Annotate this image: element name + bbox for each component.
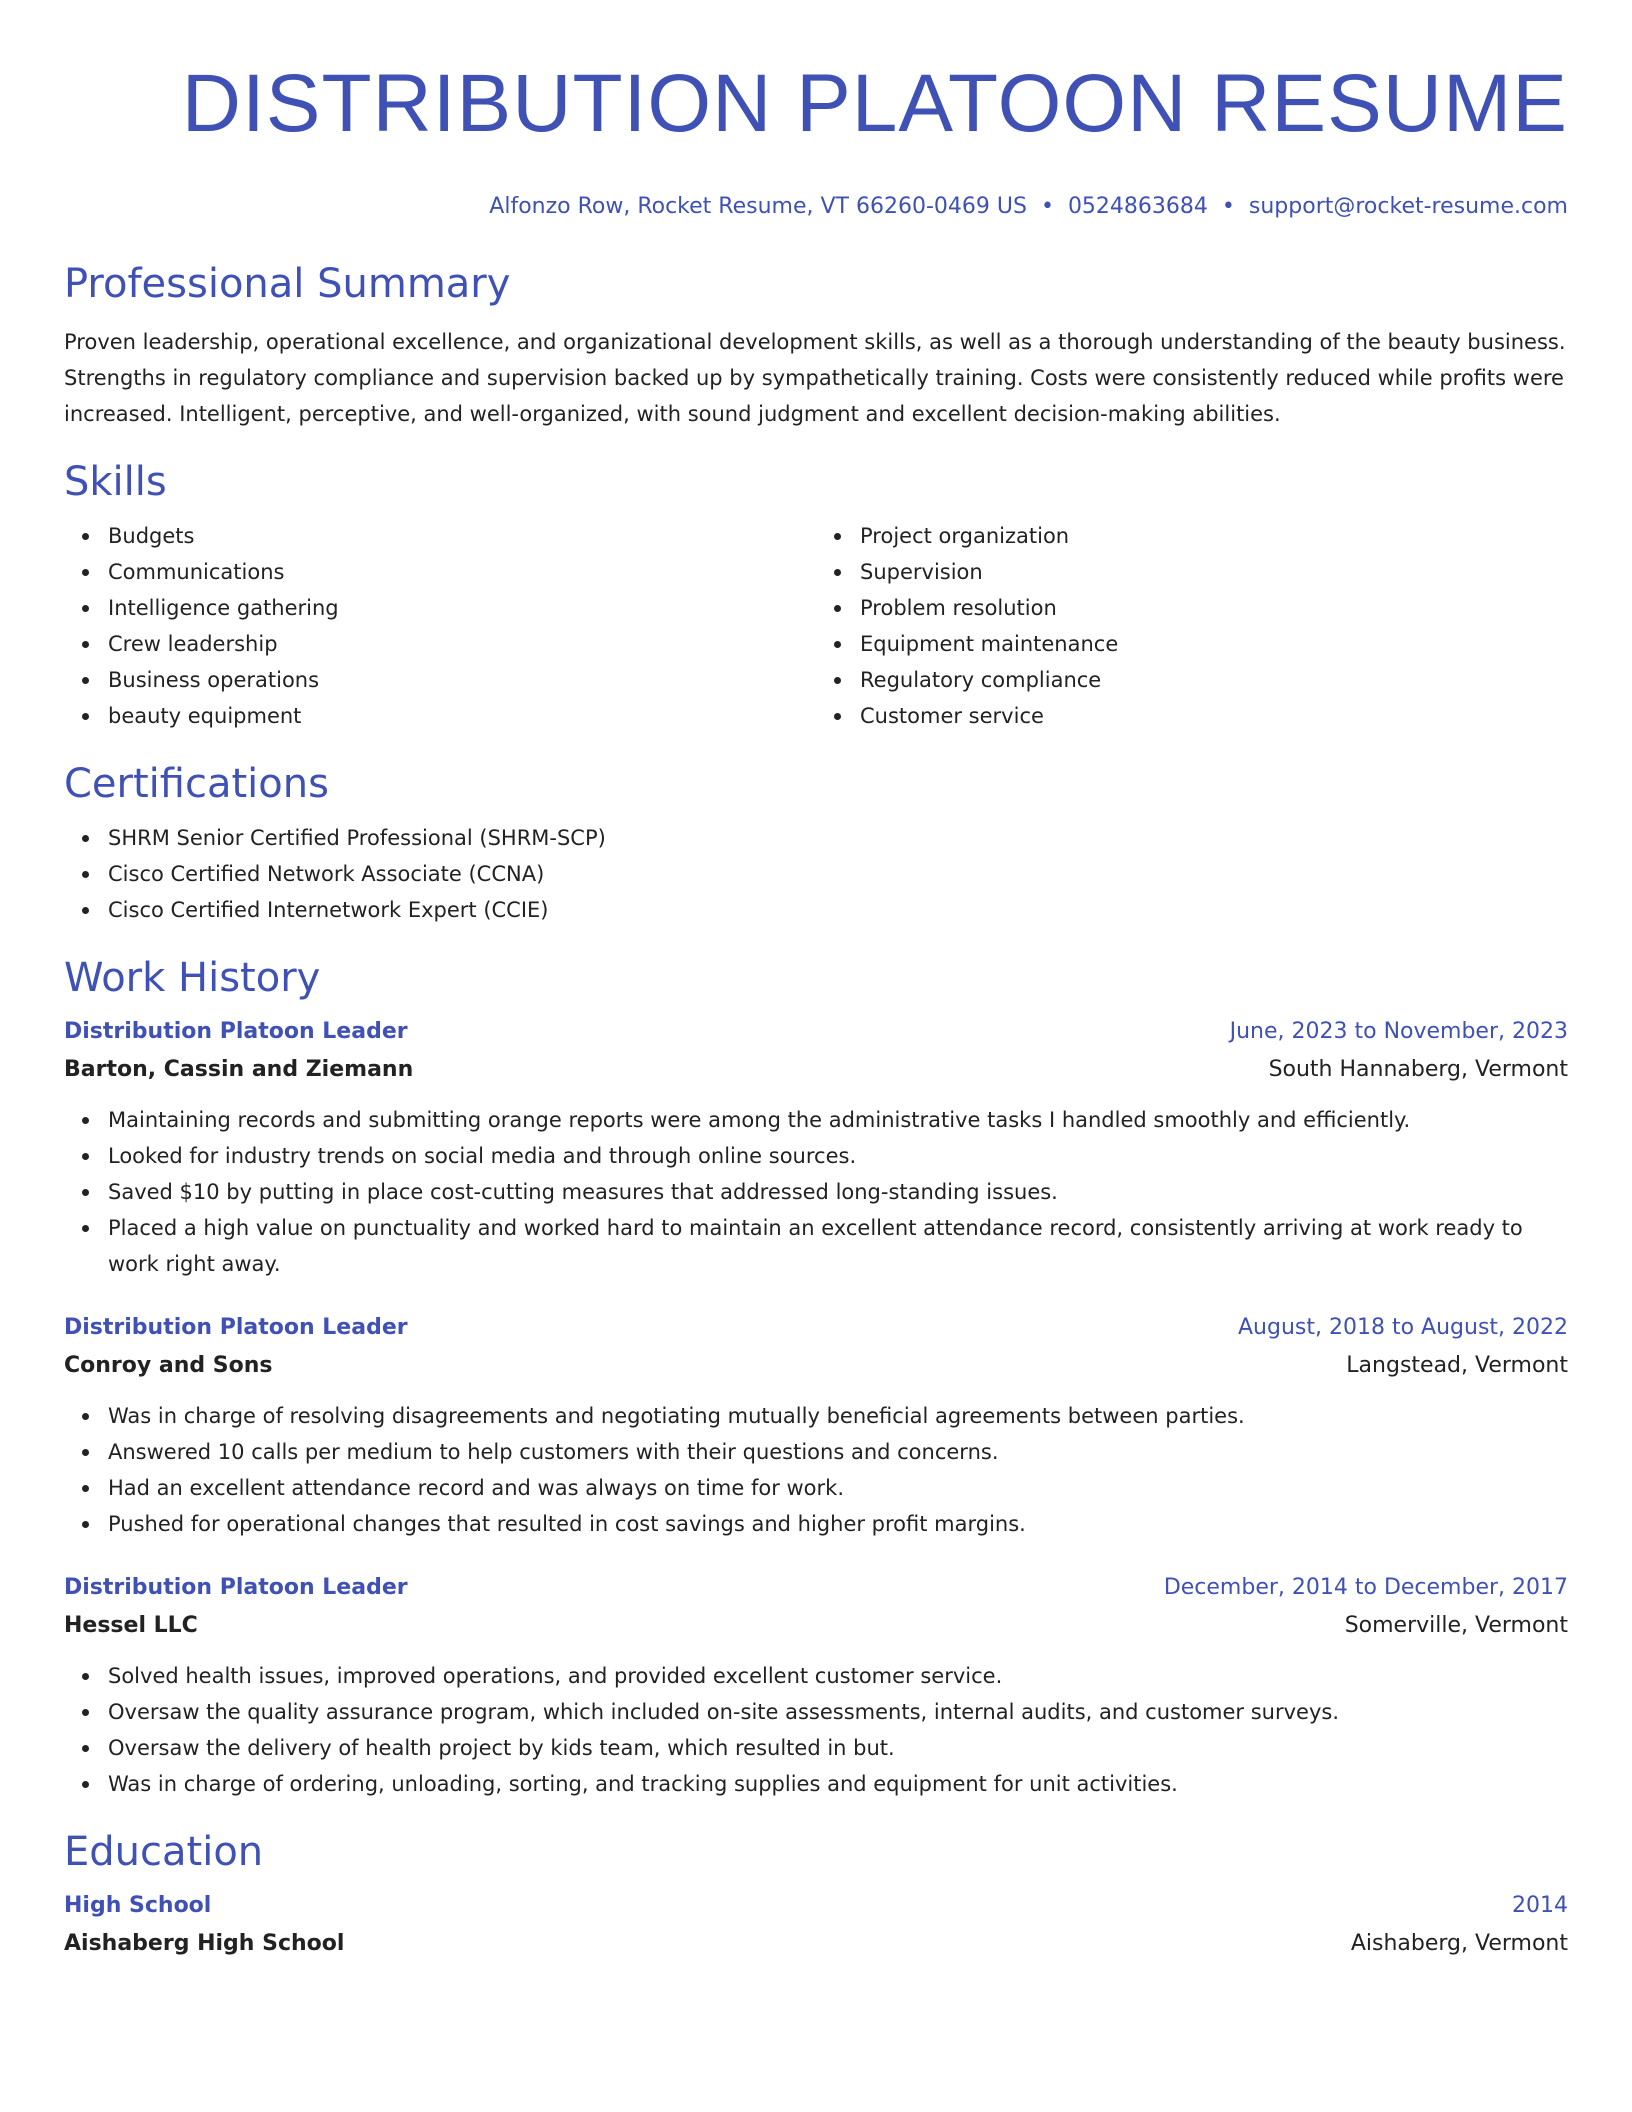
job-bullets	[64, 1658, 1568, 1802]
education-year: 2014	[1512, 1893, 1568, 1918]
certifications-heading: Certifications	[64, 761, 329, 807]
certification-item: Cisco Certified Internetwork Expert (CCIE)	[64, 892, 1568, 928]
skills-list-right	[816, 518, 1568, 734]
skill-item: Equipment maintenance	[816, 626, 1568, 662]
work-history-heading: Work History	[64, 955, 321, 1001]
job-entry	[64, 1014, 1568, 1282]
job-location: South Hannaberg, Vermont	[1268, 1057, 1568, 1082]
job-employer-row	[64, 1346, 1568, 1386]
job-dates: June, 2023 to November, 2023	[1229, 1019, 1568, 1044]
job-location: Langstead, Vermont	[1346, 1353, 1568, 1378]
job-header	[64, 1570, 1568, 1606]
education-degree: High School	[64, 1893, 212, 1918]
contact-email[interactable]: support@rocket-resume.com	[1248, 194, 1568, 219]
education-header	[64, 1888, 1568, 1924]
job-bullet: Oversaw the quality assurance program, which included on-site assessments, internal audits, and customer surveys.	[64, 1694, 1568, 1730]
contact-phone: 0524863684	[1067, 194, 1208, 219]
job-employer-row	[64, 1050, 1568, 1090]
summary-heading: Professional Summary	[64, 261, 511, 307]
education-section	[64, 1828, 1568, 1964]
skills-columns	[64, 518, 1568, 734]
skills-heading: Skills	[64, 459, 167, 505]
education-heading: Education	[64, 1829, 264, 1875]
certification-item: SHRM Senior Certified Professional (SHRM-SCP)	[64, 820, 1568, 856]
skill-item: Regulatory compliance	[816, 662, 1568, 698]
job-bullet: Answered 10 calls per medium to help customers with their questions and concerns.	[64, 1434, 1568, 1470]
skill-item: Crew leadership	[64, 626, 816, 662]
job-bullet: Had an excellent attendance record and was always on time for work.	[64, 1470, 1568, 1506]
education-school-row	[64, 1924, 1568, 1964]
resume-title: DISTRIBUTION PLATOON RESUME	[181, 58, 1568, 149]
job-bullet: Pushed for operational changes that resulted in cost savings and higher profit margins.	[64, 1506, 1568, 1542]
job-bullet: Solved health issues, improved operations, and provided excellent customer service.	[64, 1658, 1568, 1694]
job-title: Distribution Platoon Leader	[64, 1019, 408, 1044]
summary-text: Proven leadership, operational excellence, and organizational development skills, as well as a thorough understanding of the beauty business. Strengths in regulatory compliance and supervision backed up by sympathetically training. Costs were consistently reduced while profits were increased. Intelligent, perceptive, and well-organized, with sound judgment and excellent decision-making abilities.	[64, 330, 1566, 426]
job-bullet: Was in charge of ordering, unloading, sorting, and tracking supplies and equipment for unit activities.	[64, 1766, 1568, 1802]
education-school: Aishaberg High School	[64, 1931, 345, 1956]
skills-section	[64, 458, 1568, 734]
job-dates: August, 2018 to August, 2022	[1238, 1315, 1568, 1340]
contact-line	[64, 192, 1568, 222]
certification-item: Cisco Certified Network Associate (CCNA)	[64, 856, 1568, 892]
skill-item: beauty equipment	[64, 698, 816, 734]
job-bullet: Placed a high value on punctuality and worked hard to maintain an excellent attendance record, consistently arriving at work ready to work right away.	[64, 1210, 1568, 1282]
job-entry	[64, 1310, 1568, 1542]
summary-section	[64, 260, 1568, 432]
job-location: Somerville, Vermont	[1344, 1613, 1568, 1638]
contact-separator: •	[1221, 194, 1235, 219]
skill-item: Intelligence gathering	[64, 590, 816, 626]
job-employer: Conroy and Sons	[64, 1353, 273, 1378]
contact-address: Alfonzo Row, Rocket Resume, VT 66260-0469 US	[489, 194, 1027, 219]
education-location: Aishaberg, Vermont	[1350, 1931, 1568, 1956]
job-bullet: Was in charge of resolving disagreements and negotiating mutually beneficial agreements between parties.	[64, 1398, 1568, 1434]
skill-item: Project organization	[816, 518, 1568, 554]
job-bullet: Looked for industry trends on social media and through online sources.	[64, 1138, 1568, 1174]
education-entry	[64, 1888, 1568, 1964]
job-employer-row	[64, 1606, 1568, 1646]
work-history-section	[64, 954, 1568, 1802]
skill-item: Supervision	[816, 554, 1568, 590]
job-bullets	[64, 1102, 1568, 1282]
skills-list-left	[64, 518, 816, 734]
job-employer: Barton, Cassin and Ziemann	[64, 1057, 414, 1082]
job-bullets	[64, 1398, 1568, 1542]
job-bullet: Maintaining records and submitting orange reports were among the administrative tasks I handled smoothly and efficiently.	[64, 1102, 1568, 1138]
job-header	[64, 1310, 1568, 1346]
job-entry	[64, 1570, 1568, 1802]
job-employer: Hessel LLC	[64, 1613, 198, 1638]
job-dates: December, 2014 to December, 2017	[1163, 1575, 1568, 1600]
contact-separator: •	[1040, 194, 1054, 219]
job-title: Distribution Platoon Leader	[64, 1575, 408, 1600]
certifications-section	[64, 760, 1568, 928]
skill-item: Problem resolution	[816, 590, 1568, 626]
job-title: Distribution Platoon Leader	[64, 1315, 408, 1340]
certifications-list	[64, 820, 1568, 928]
skill-item: Customer service	[816, 698, 1568, 734]
job-bullet: Oversaw the delivery of health project by kids team, which resulted in but.	[64, 1730, 1568, 1766]
skill-item: Budgets	[64, 518, 816, 554]
skill-item: Business operations	[64, 662, 816, 698]
skill-item: Communications	[64, 554, 816, 590]
job-header	[64, 1014, 1568, 1050]
job-bullet: Saved $10 by putting in place cost-cutting measures that addressed long-standing issues.	[64, 1174, 1568, 1210]
